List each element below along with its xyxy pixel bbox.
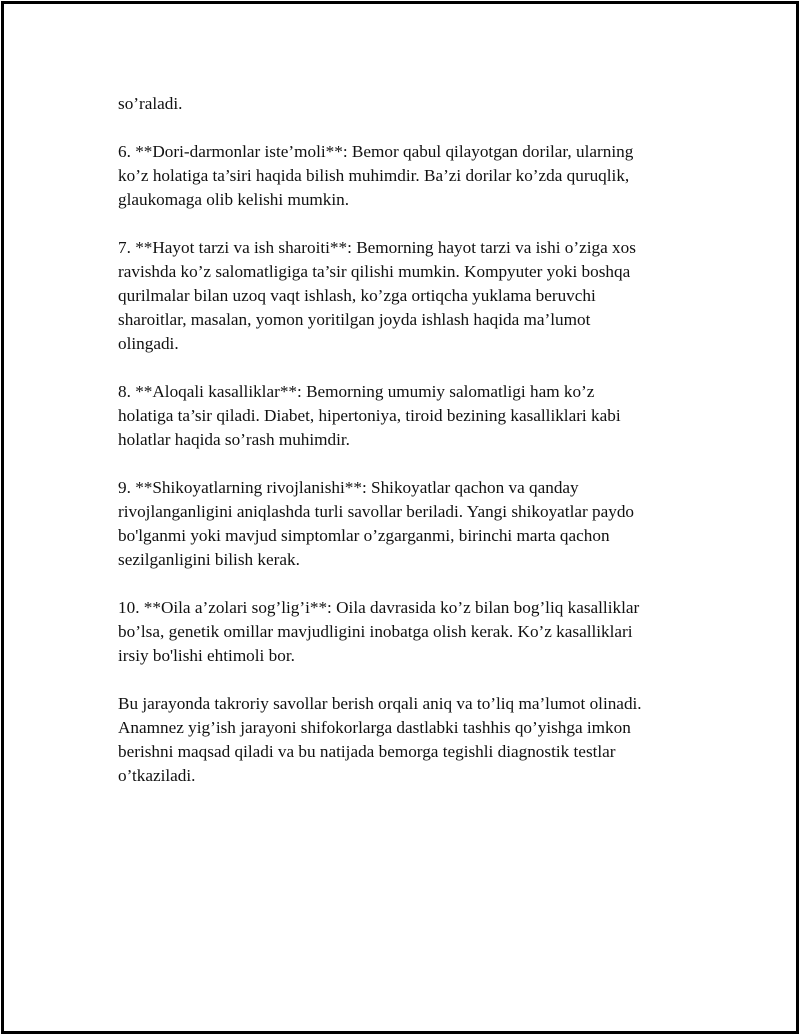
text-line: so’raladi.: [118, 94, 183, 113]
text-line: sharoitlar, masalan, yomon yoritilgan joyda ishlash haqida ma’lumot: [118, 310, 591, 329]
text-line: sezilganligini bilish kerak.: [118, 550, 300, 569]
text-line: o’tkaziladi.: [118, 766, 196, 785]
text-line: olingadi.: [118, 334, 179, 353]
text-line: rivojlanganligini aniqlashda turli savollar beriladi. Yangi shikoyatlar paydo: [118, 502, 635, 521]
text-line: ravishda ko’z salomatligiga ta’sir qilishi mumkin. Kompyuter yoki boshqa: [118, 262, 631, 281]
text-line: ko’z holatiga ta’siri haqida bilish muhimdir. Ba’zi dorilar ko’zda quruqlik,: [118, 166, 630, 185]
paragraph-item-8: [118, 380, 698, 452]
paragraph-item-7: [118, 236, 698, 356]
text-line: Anamnez yig’ish jarayoni shifokorlarga dastlabki tashhis qo’yishga imkon: [118, 718, 631, 737]
text-line: bo'lganmi yoki mavjud simptomlar o’zgarganmi, birinchi marta qachon: [118, 526, 610, 545]
paragraph-conclusion: [118, 692, 698, 788]
paragraph-item-9: [118, 476, 698, 572]
page-frame: [1, 1, 799, 1034]
text-line: 8. **Aloqali kasalliklar**: Bemorning umumiy salomatligi ham ko’z: [118, 382, 595, 401]
text-line: 9. **Shikoyatlarning rivojlanishi**: Shikoyatlar qachon va qanday: [118, 478, 579, 497]
text-line: glaukomaga olib kelishi mumkin.: [118, 190, 350, 209]
paragraph-item-6: [118, 140, 698, 212]
text-line: qurilmalar bilan uzoq vaqt ishlash, ko’zga ortiqcha yuklama beruvchi: [118, 286, 596, 305]
paragraph-continuation: [118, 92, 698, 116]
text-line: bo’lsa, genetik omillar mavjudligini inobatga olish kerak. Ko’z kasalliklari: [118, 622, 633, 641]
text-line: 7. **Hayot tarzi va ish sharoiti**: Bemorning hayot tarzi va ishi o’ziga xos: [118, 238, 636, 257]
text-line: 6. **Dori-darmonlar iste’moli**: Bemor qabul qilayotgan dorilar, ularning: [118, 142, 634, 161]
text-line: 10. **Oila a’zolari sog’lig’i**: Oila davrasida ko’z bilan bog’liq kasalliklar: [118, 598, 640, 617]
paragraph-item-10: [118, 596, 698, 668]
text-line: berishni maqsad qiladi va bu natijada bemorga tegishli diagnostik testlar: [118, 742, 616, 761]
text-line: irsiy bo'lishi ehtimoli bor.: [118, 646, 295, 665]
text-line: holatlar haqida so’rash muhimdir.: [118, 430, 350, 449]
text-line: Bu jarayonda takroriy savollar berish orqali aniq va to’liq ma’lumot olinadi.: [118, 694, 642, 713]
text-column: [118, 92, 698, 812]
text-line: holatiga ta’sir qiladi. Diabet, hipertoniya, tiroid bezining kasalliklari kabi: [118, 406, 621, 425]
